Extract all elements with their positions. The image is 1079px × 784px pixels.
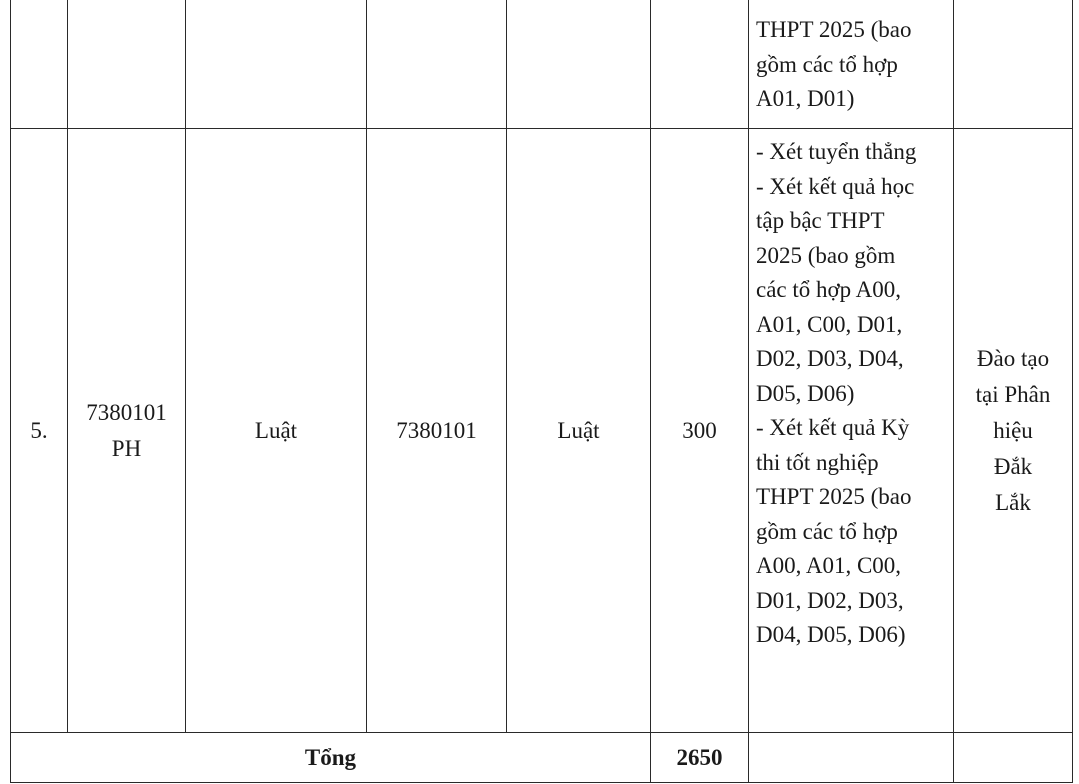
major-name-cell: Luật bbox=[507, 129, 651, 733]
admission-method-cell bbox=[749, 733, 954, 783]
stt-cell bbox=[11, 0, 68, 129]
stt-cell: 5. bbox=[11, 129, 68, 733]
admission-method-cell: THPT 2025 (bao gồm các tổ hợp A01, D01) bbox=[749, 0, 954, 129]
total-label: Tổng bbox=[11, 733, 651, 783]
table-row bbox=[11, 129, 1073, 733]
program-name-cell: Luật bbox=[186, 129, 367, 733]
admission-method-cell: - Xét tuyển thẳng - Xét kết quả học tập bậc THPT 2025 (bao gồm các tổ hợp A00, A01, C00, D01, D02, D03, D04, D05, D06) - Xét kết quả Kỳ thi tốt nghiệp THPT 2025 (bao gồm các tổ hợp A00, A01, C00, D01, D02, D03, D04, D05, D06) bbox=[749, 129, 954, 733]
note-cell bbox=[954, 0, 1073, 129]
table-row bbox=[11, 0, 1073, 129]
program-name-cell bbox=[186, 0, 367, 129]
program-code-cell: 7380101 PH bbox=[68, 129, 186, 733]
quota-cell: 300 bbox=[651, 129, 749, 733]
admission-quota-table bbox=[10, 0, 1073, 783]
quota-cell bbox=[651, 0, 749, 129]
major-name-cell bbox=[507, 0, 651, 129]
major-code-cell bbox=[367, 0, 507, 129]
total-value: 2650 bbox=[651, 733, 749, 783]
total-row bbox=[11, 733, 1073, 783]
program-code-cell bbox=[68, 0, 186, 129]
note-cell: Đào tạo tại Phân hiệu Đắk Lắk bbox=[954, 129, 1073, 733]
note-cell bbox=[954, 733, 1073, 783]
major-code-cell: 7380101 bbox=[367, 129, 507, 733]
